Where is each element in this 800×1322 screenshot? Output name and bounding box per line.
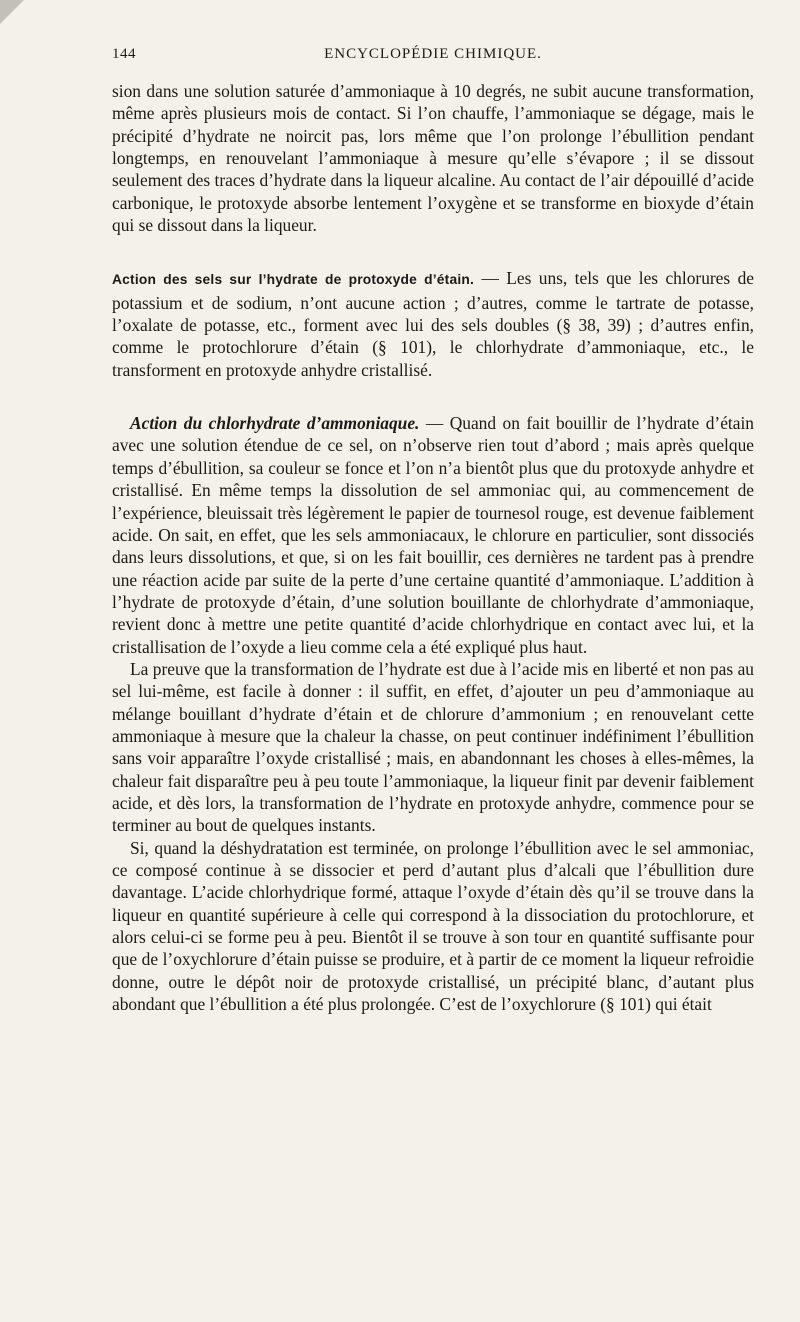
paragraph-ammonium-chloride-text: — Quand on fait bouillir de l’hydrate d’étain avec une solution étendue de ce sel, on n’observe rien tout d’abord ; mais après quelque temps d’ébullition, sa couleur se fonce et l’on n’a bientôt plus que du protoxyde anhydre et cristallisé. En même temps la dissolution de sel ammoniac qui, au commencement de l’expérience, bleuissait très légèrement le papier de tournesol rouge, est devenue faiblement acide. On sait, en effet, que les sels ammoniacaux, le chlorure en particulier, sont dissociés dans leurs dissolutions, et que, si on les fait bouillir, ces dernières ne tardent pas à prendre une réaction acide par suite de la perte d’une certaine quantité d’ammoniaque. L’addition à l’hydrate de protoxyde d’étain, d’une solution bouillante de chlorhydrate d’ammoniaque, revient donc à mettre une petite quantité d’acide chlorhydrique en contact avec lui, et la cristallisation de l’oxyde a lieu comme cela a été expliqué plus haut. [112,413,754,657]
scan-corner-mark [0,0,24,24]
paragraph-1: sion dans une solution saturée d’ammoniaque à 10 degrés, ne subit aucune transformation, même après plusieurs mois de contact. Si l’on chauffe, l’ammoniaque se dégage, mais le précipité d’hydrate ne noircit pas, lors même que l’on prolonge l’ébullition pendant longtemps, en renouvelant l’ammoniaque à mesure qu’elle s’évapore ; il se dissout seulement des traces d’hydrate dans la liqueur alcaline. Au contact de l’air dépouillé d’acide carbonique, le protoxyde absorbe lentement l’oxygène et se transforme en bioxyde d’étain qui se dissout dans la liqueur. [112,81,754,236]
paragraph-salts-text: — Les uns, tels que les chlorures de potassium et de sodium, n’ont aucune action ; d’autres, comme le tartrate de potasse, l’oxalate de potasse, etc., forment avec lui des sels doubles (§ 38, 39) ; d’autres enfin, comme le protochlorure d’étain (§ 101), le chlorhydrate d’ammoniaque, etc., le transforment en protoxyde anhydre cristallisé. [112,268,754,380]
paragraph-dehydration: Si, quand la déshydratation est terminée, on prolonge l’ébullition avec le sel ammoniac, ce composé continue à se dissocier et perd d’autant plus d’alcali que l’ébullition dure davantage. L’acide chlorhydrique formé, attaque l’oxyde d’étain dès qu’il se trouve dans la liqueur en quantité supérieure à celle qui correspond à la dissociation du protochlorure, et alors celui-ci se forme peu à peu. Bientôt il se trouve à son tour en quantité suffisante pour que de l’oxychlorure d’étain puisse se produire, et à partir de ce moment la liqueur refroidie donne, outre le dépôt noir de protoxyde cristallisé, un précipité blanc, d’autant plus abondant que l’ébullition a été plus prolongée. C’est de l’oxychlorure (§ 101) qui était [112,837,754,1015]
section-heading-salts: Action des sels sur l’hydrate de protoxyde d’étain. [112,272,475,288]
page-number: 144 [112,46,136,62]
body-text [112,80,754,1015]
section-heading-ammonium-chloride: Action du chlorhydrate d’ammoniaque. [130,413,420,434]
paragraph-ammonium-chloride [112,412,754,658]
paragraph-salts-action [112,267,754,381]
page-header [112,42,754,72]
running-title: ENCYCLOPÉDIE CHIMIQUE. [324,46,542,62]
paragraph-proof: La preuve que la transformation de l’hydrate est due à l’acide mis en liberté et non pas au sel lui-même, est facile à donner : il suffit, en effet, d’ajouter un peu d’ammoniaque au mélange bouillant d’hydrate d’étain et de chlorure d’ammonium ; en renouvelant cette ammoniaque à mesure que la chaleur la chasse, on peut continuer indéfiniment l’ébullition sans voir apparaître l’oxyde cristallisé ; mais, en abandonnant les choses à elles-mêmes, la chaleur fait disparaître peu à peu toute l’ammoniaque, la liqueur finit par devenir faiblement acide, et dès lors, la transformation de l’hydrate en protoxyde anhydre, commence pour se terminer au bout de quelques instants. [112,658,754,836]
